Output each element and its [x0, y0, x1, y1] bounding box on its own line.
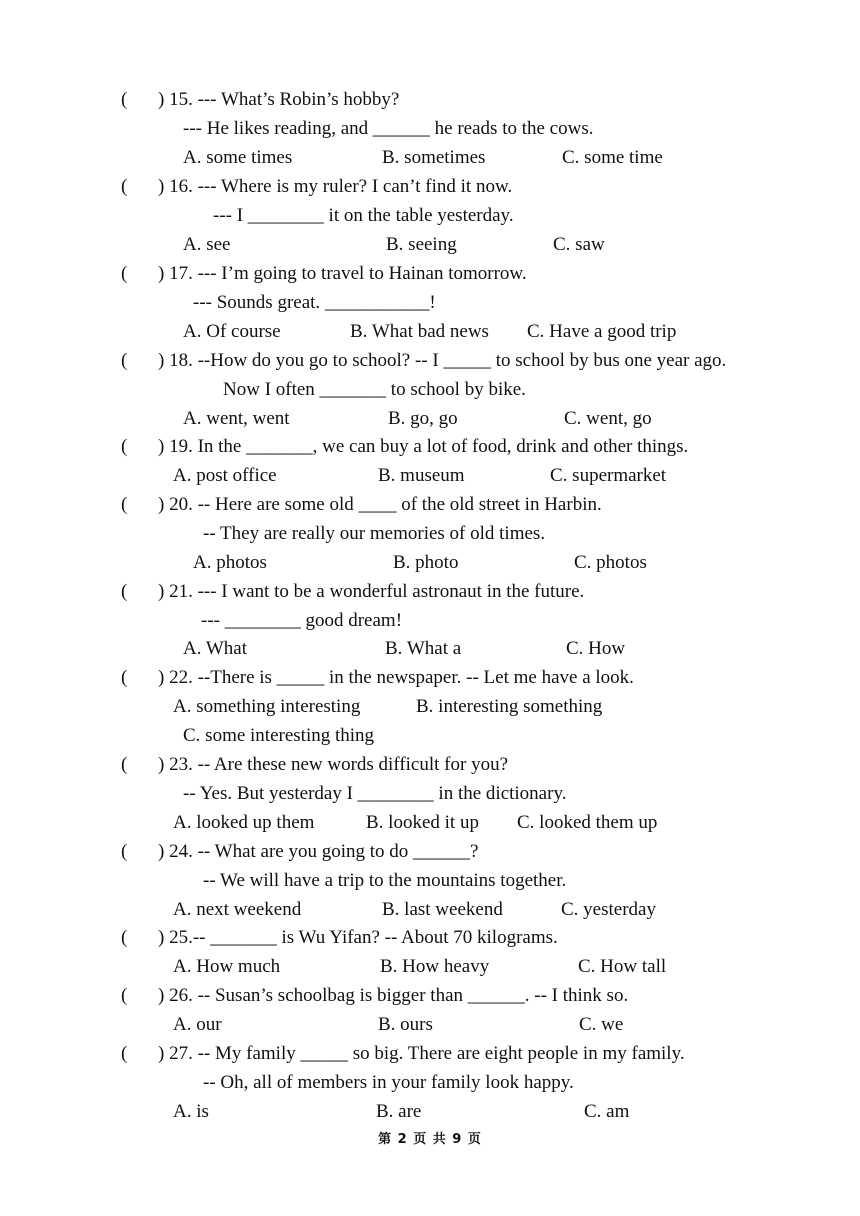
- option-c: C. some time: [562, 147, 663, 168]
- answer-paren: (: [121, 667, 128, 688]
- answer-paren: (: [121, 841, 128, 862]
- option-a: A. What: [183, 638, 248, 659]
- answer-paren: (: [121, 927, 128, 948]
- question-line: -- Oh, all of members in your family look happy.: [203, 1072, 574, 1093]
- option-c: C. we: [579, 1014, 624, 1035]
- option-c: C. How tall: [578, 956, 667, 977]
- answer-paren: (: [121, 581, 128, 602]
- question-stem: ) 18. --How do you go to school? -- I _____ to school by bus one year ago.: [158, 350, 727, 371]
- option-b: B. are: [376, 1101, 422, 1122]
- question-stem: ) 25.-- _______ is Wu Yifan? -- About 70 kilograms.: [158, 927, 558, 948]
- question-stem: ) 20. -- Here are some old ____ of the old street in Harbin.: [158, 494, 602, 515]
- option-b: B. photo: [393, 552, 459, 573]
- option-c: C. went, go: [564, 408, 652, 429]
- option-a: A. went, went: [183, 408, 290, 429]
- option-a: A. see: [183, 234, 231, 255]
- question-stem: ) 22. --There is _____ in the newspaper. -- Let me have a look.: [158, 667, 634, 688]
- option-b: B. How heavy: [380, 956, 490, 977]
- option-b: B. looked it up: [366, 812, 479, 833]
- option-a: A. some times: [183, 147, 293, 168]
- answer-paren: (: [121, 494, 128, 515]
- option-b: B. seeing: [386, 234, 457, 255]
- option-c: C. am: [584, 1101, 630, 1122]
- question-stem: ) 17. --- I’m going to travel to Hainan tomorrow.: [158, 263, 527, 284]
- question-line: --- Sounds great. ___________!: [193, 292, 436, 313]
- answer-paren: (: [121, 350, 128, 371]
- option-a: A. Of course: [183, 321, 281, 342]
- option-c: C. looked them up: [517, 812, 658, 833]
- answer-paren: (: [121, 436, 128, 457]
- option-c: C. How: [566, 638, 626, 659]
- option-a: A. is: [173, 1101, 209, 1122]
- option-b: B. What bad news: [350, 321, 489, 342]
- option-c: C. saw: [553, 234, 605, 255]
- answer-paren: (: [121, 263, 128, 284]
- question-stem: ) 27. -- My family _____ so big. There are eight people in my family.: [158, 1043, 685, 1064]
- question-stem: ) 24. -- What are you going to do ______?: [158, 841, 479, 862]
- answer-paren: (: [121, 89, 128, 110]
- option-b: B. museum: [378, 465, 465, 486]
- question-stem: ) 23. -- Are these new words difficult for you?: [158, 754, 508, 775]
- page-number-footer: 第 2 页 共 9 页: [378, 1132, 482, 1147]
- option-a: A. How much: [173, 956, 281, 977]
- option-a: A. something interesting: [173, 696, 361, 717]
- option-a: A. post office: [173, 465, 277, 486]
- option-a: A. our: [173, 1014, 222, 1035]
- option-b: B. ours: [378, 1014, 433, 1035]
- question-line: --- I ________ it on the table yesterday.: [213, 205, 514, 226]
- option-a: A. looked up them: [173, 812, 315, 833]
- question-line: -- Yes. But yesterday I ________ in the dictionary.: [183, 783, 567, 804]
- question-line: --- He likes reading, and ______ he reads to the cows.: [183, 118, 594, 139]
- option-b: B. sometimes: [382, 147, 486, 168]
- option-c: C. Have a good trip: [527, 321, 677, 342]
- question-line: Now I often _______ to school by bike.: [223, 379, 526, 400]
- option-a: A. next weekend: [173, 899, 302, 920]
- answer-paren: (: [121, 176, 128, 197]
- option-b: B. go, go: [388, 408, 458, 429]
- question-line: --- ________ good dream!: [201, 610, 403, 631]
- answer-paren: (: [121, 985, 128, 1006]
- option-c: C. photos: [574, 552, 647, 573]
- option-b: B. What a: [385, 638, 462, 659]
- option-c: C. some interesting thing: [183, 725, 375, 746]
- question-stem: ) 21. --- I want to be a wonderful astronaut in the future.: [158, 581, 585, 602]
- question-stem: ) 26. -- Susan’s schoolbag is bigger than ______. -- I think so.: [158, 985, 629, 1006]
- option-c: C. yesterday: [561, 899, 656, 920]
- question-stem: ) 16. --- Where is my ruler? I can’t find it now.: [158, 176, 513, 197]
- question-line: -- We will have a trip to the mountains together.: [203, 870, 567, 891]
- question-line: -- They are really our memories of old times.: [203, 523, 546, 544]
- option-a: A. photos: [193, 552, 267, 573]
- option-c: C. supermarket: [550, 465, 667, 486]
- option-b: B. interesting something: [416, 696, 603, 717]
- answer-paren: (: [121, 1043, 128, 1064]
- question-stem: ) 19. In the _______, we can buy a lot of food, drink and other things.: [158, 436, 689, 457]
- question-stem: ) 15. --- What’s Robin’s hobby?: [158, 89, 400, 110]
- answer-paren: (: [121, 754, 128, 775]
- option-b: B. last weekend: [382, 899, 503, 920]
